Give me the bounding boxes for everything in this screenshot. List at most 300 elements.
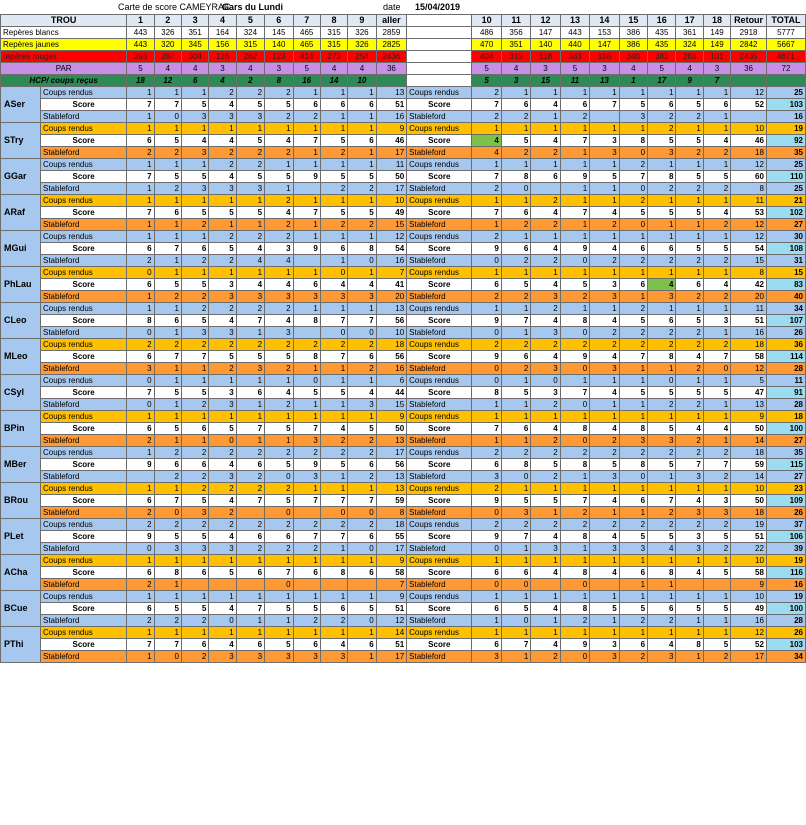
hole-value: 6 [154, 315, 181, 327]
hole-value: 1 [590, 375, 619, 387]
hole-value: 1 [320, 471, 347, 483]
hole-value: 1 [590, 399, 619, 411]
hole-value: 2 [320, 147, 347, 159]
retour-value: 50 [731, 495, 767, 507]
hole-value: 2 [293, 543, 320, 555]
hole-value: 0 [619, 183, 647, 195]
hole-value: 5 [181, 387, 208, 399]
hole-value: 5 [676, 603, 703, 615]
hole-value: 1 [236, 267, 264, 279]
hole-value: 6 [127, 423, 154, 435]
hole-value: 2 [472, 483, 501, 495]
hole-value: 1 [676, 231, 703, 243]
hole-value: 7 [127, 387, 154, 399]
row-label: Coups rendus [40, 375, 126, 387]
player-name: ASer [1, 87, 41, 123]
hole-value: 2 [293, 519, 320, 531]
hole-value: 2 [236, 75, 264, 87]
hole-value: 443 [127, 27, 154, 39]
hole-value: 0 [560, 651, 589, 663]
hole-value: 2 [181, 483, 208, 495]
player-stab-row [1, 255, 806, 267]
hole-value: 1 [531, 627, 560, 639]
hole-value: 1 [501, 411, 530, 423]
hole-value: 315 [501, 51, 530, 63]
total-value: 4871 [766, 51, 805, 63]
total-value: 115 [766, 459, 805, 471]
hole-value: 0 [472, 579, 501, 591]
hole-value: 1 [154, 219, 181, 231]
hole-value: 6 [348, 459, 376, 471]
hole-value: 1 [501, 375, 530, 387]
hole-value: 287 [154, 51, 181, 63]
hole-value: 1 [154, 231, 181, 243]
hole-value: 1 [320, 483, 347, 495]
hole-value: 1 [560, 627, 589, 639]
row-label: Score [407, 495, 472, 507]
hole-value: 1 [501, 591, 530, 603]
hole-value: 1 [236, 435, 264, 447]
total-value: 27 [766, 435, 805, 447]
hole-value: 2 [265, 219, 293, 231]
hole-value: 8 [648, 171, 676, 183]
hole-value: 1 [676, 195, 703, 207]
hole-value: 6 [648, 603, 676, 615]
hole-value: 5 [703, 171, 730, 183]
hole-value: 262 [236, 51, 264, 63]
hole-value: 1 [209, 375, 236, 387]
retour-value: 10 [731, 483, 767, 495]
hole-value: 3 [590, 639, 619, 651]
row-label: Coups rendus [407, 555, 472, 567]
hole-value: 1 [293, 363, 320, 375]
hole-value: 1 [293, 147, 320, 159]
hole-value: 3 [531, 63, 560, 75]
hole-value: 0 [472, 363, 501, 375]
hole-value: 149 [703, 39, 730, 51]
hole-value: 1 [703, 483, 730, 495]
total-value: 25 [766, 159, 805, 171]
hole-value: 3 [293, 435, 320, 447]
hole-value: 3 [619, 435, 647, 447]
row-label: Stableford [407, 435, 472, 447]
hole-value: 2 [181, 447, 208, 459]
hole-value: 0 [501, 615, 530, 627]
aller-value: 58 [376, 567, 407, 579]
player-name: STry [1, 123, 41, 159]
hole-value: 4 [472, 135, 501, 147]
hole-value: 1 [472, 615, 501, 627]
hole-value: 1 [154, 483, 181, 495]
hole-value: 5 [619, 315, 647, 327]
hole-value: 2 [703, 651, 730, 663]
hole-value: 3 [501, 507, 530, 519]
total-value: 40 [766, 291, 805, 303]
hole-value [127, 471, 154, 483]
hole-value: 2 [648, 447, 676, 459]
hole-value: 1 [619, 411, 647, 423]
hole-value [181, 579, 208, 591]
hole-number: 6 [265, 15, 293, 27]
hole-value: 2 [501, 147, 530, 159]
row-label: Coups rendus [40, 267, 126, 279]
hole-value: 1 [154, 159, 181, 171]
hole-value: 6 [320, 243, 347, 255]
hole-value: 5 [181, 99, 208, 111]
hole-value: 2 [265, 303, 293, 315]
total-value: 100 [766, 603, 805, 615]
total-value: 103 [766, 99, 805, 111]
hole-value: 1 [320, 555, 347, 567]
total-value: 5667 [766, 39, 805, 51]
hole-value: 6 [293, 567, 320, 579]
hole-value: 5 [703, 567, 730, 579]
hole-value: 1 [127, 291, 154, 303]
hole-value: 4 [209, 459, 236, 471]
hole-value: 2 [560, 339, 589, 351]
hole-value: 8 [560, 423, 589, 435]
hole-value: 1 [236, 219, 264, 231]
hole-value: 3 [209, 111, 236, 123]
hole-value: 4 [531, 531, 560, 543]
hole-value: 8 [293, 315, 320, 327]
hole-value: 147 [531, 27, 560, 39]
hole-value: 6 [181, 459, 208, 471]
hole-value: 9 [293, 171, 320, 183]
hole-value: 1 [154, 363, 181, 375]
hole-value: 1 [320, 411, 347, 423]
hole-value: 414 [293, 51, 320, 63]
hole-value: 2 [560, 111, 589, 123]
hole-value: 1 [619, 75, 647, 87]
hole-value: 5 [676, 243, 703, 255]
hole-value: 5 [265, 459, 293, 471]
hole-value: 0 [648, 375, 676, 387]
row-label: Coups rendus [407, 591, 472, 603]
hole-value: 0 [501, 183, 530, 195]
hole-value: 2 [590, 435, 619, 447]
hole-value: 6 [236, 531, 264, 543]
hole-value: 7 [154, 99, 181, 111]
aller-value: 51 [376, 99, 407, 111]
course-row [1, 27, 806, 39]
hole-value: 1 [590, 123, 619, 135]
row-label: Coups rendus [40, 447, 126, 459]
hole-value: 4 [265, 315, 293, 327]
hole-value: 1 [293, 219, 320, 231]
row-label: Stableford [40, 219, 126, 231]
hole-value: 1 [154, 435, 181, 447]
player-coups-row [1, 519, 806, 531]
hole-value: 5 [501, 135, 530, 147]
hole-number: 17 [676, 15, 703, 27]
aller-value: 36 [376, 63, 407, 75]
player-stab-row [1, 507, 806, 519]
hole-value: 3 [531, 543, 560, 555]
hole-value: 3 [265, 243, 293, 255]
retour-value: 16 [731, 615, 767, 627]
hole-value: 1 [703, 375, 730, 387]
hole-value: 5 [154, 423, 181, 435]
hole-value: 3 [181, 507, 208, 519]
aller-value: 50 [376, 171, 407, 183]
hole-value: 1 [590, 591, 619, 603]
hole-value [703, 579, 730, 591]
hole-value: 147 [590, 39, 619, 51]
row-label: Stableford [40, 183, 126, 195]
hole-value: 0 [154, 651, 181, 663]
player-score-row [1, 99, 806, 111]
player-name: ACha [1, 555, 41, 591]
hole-value: 2 [127, 615, 154, 627]
hole-value: 1 [560, 195, 589, 207]
hole-value: 0 [265, 579, 293, 591]
hole-value: 1 [348, 411, 376, 423]
hole-value: 2 [320, 447, 347, 459]
hole-value: 2 [676, 399, 703, 411]
row-label: Score [40, 531, 126, 543]
row-label: Score [40, 495, 126, 507]
aller-label: aller [376, 15, 407, 27]
hole-value: 2 [531, 435, 560, 447]
hole-value: 2 [181, 519, 208, 531]
hole-value: 0 [619, 147, 647, 159]
hole-value: 1 [619, 399, 647, 411]
row-label: Score [407, 135, 472, 147]
hole-value: 5 [127, 63, 154, 75]
hole-value: 3 [531, 291, 560, 303]
hole-value: 9 [472, 243, 501, 255]
row-label: Stableford [40, 579, 126, 591]
hole-value: 1 [560, 471, 589, 483]
hole-number: 14 [590, 15, 619, 27]
row-label: Coups rendus [407, 339, 472, 351]
aller-value: 16 [376, 255, 407, 267]
total-value: 91 [766, 387, 805, 399]
aller-value: 18 [376, 519, 407, 531]
row-label: Stableford [40, 291, 126, 303]
aller-value: 10 [376, 327, 407, 339]
hole-value: 1 [181, 627, 208, 639]
hole-value: 1 [531, 123, 560, 135]
hole-value: 3 [236, 183, 264, 195]
hole-value: 5 [472, 75, 501, 87]
hole-value: 1 [236, 375, 264, 387]
hole-value: 2 [531, 219, 560, 231]
hole-value: 1 [320, 303, 347, 315]
row-label: Coups rendus [40, 411, 126, 423]
hole-value: 6 [501, 351, 530, 363]
hole-value: 1 [560, 375, 589, 387]
hole-value: 9 [472, 531, 501, 543]
hole-value: 0 [265, 507, 293, 519]
hole-value: 8 [648, 351, 676, 363]
retour-value: 12 [731, 219, 767, 231]
hole-value: 1 [293, 303, 320, 315]
hole-value: 5 [236, 171, 264, 183]
hole-value: 8 [501, 171, 530, 183]
player-score-row [1, 531, 806, 543]
hole-value: 6 [619, 243, 647, 255]
hole-value: 6 [127, 135, 154, 147]
hole-value: 5 [472, 63, 501, 75]
aller-value: 41 [376, 279, 407, 291]
hole-value: 6 [320, 603, 347, 615]
hole-value: 1 [501, 195, 530, 207]
hole-value: 5 [676, 135, 703, 147]
hole-value: 2 [181, 651, 208, 663]
hole-value: 2 [154, 471, 181, 483]
hole-value: 5 [154, 279, 181, 291]
hole-value: 1 [648, 195, 676, 207]
retour-value: 50 [731, 423, 767, 435]
hole-value: 2 [676, 147, 703, 159]
total-value: 114 [766, 351, 805, 363]
hole-value: 4 [676, 495, 703, 507]
separator [407, 39, 472, 51]
hole-value: 11 [560, 75, 589, 87]
row-label: Coups rendus [40, 87, 126, 99]
player-score-row [1, 207, 806, 219]
row-label: Score [407, 387, 472, 399]
separator [407, 15, 472, 27]
row-label: Stableford [40, 471, 126, 483]
row-label: Coups rendus [40, 519, 126, 531]
hole-value: 1 [501, 231, 530, 243]
row-label: Stableford [407, 255, 472, 267]
hole-value: 4 [531, 603, 560, 615]
hole-value: 3 [209, 63, 236, 75]
hole-value: 2 [348, 363, 376, 375]
hole-value: 6 [236, 567, 264, 579]
hole-value: 6 [127, 243, 154, 255]
hole-value: 2 [154, 615, 181, 627]
hole-value: 6 [472, 459, 501, 471]
total-value: 16 [766, 111, 805, 123]
row-label: Score [40, 423, 126, 435]
hole-value: 156 [209, 39, 236, 51]
row-label: Coups rendus [407, 267, 472, 279]
hole-value: 3 [531, 387, 560, 399]
hole-value: 3 [590, 63, 619, 75]
aller-value: 50 [376, 423, 407, 435]
hole-value: 12 [154, 75, 181, 87]
player-name: MLeo [1, 339, 41, 375]
hole-value: 6 [181, 639, 208, 651]
hole-value: 9 [560, 639, 589, 651]
hole-value: 3 [209, 183, 236, 195]
hole-value: 3 [676, 543, 703, 555]
hole-value: 2 [501, 219, 530, 231]
aller-value: 11 [376, 159, 407, 171]
hole-value: 4 [590, 207, 619, 219]
hole-value: 1 [320, 363, 347, 375]
hole-value: 7 [154, 639, 181, 651]
hole-value: 254 [348, 51, 376, 63]
hole-value: 9 [127, 531, 154, 543]
hole-value: 2 [181, 339, 208, 351]
hole-value: 1 [293, 231, 320, 243]
hole-value: 2 [293, 111, 320, 123]
row-label: Score [407, 639, 472, 651]
hole-value: 1 [236, 555, 264, 567]
hole-value: 2 [265, 231, 293, 243]
hole-value: 1 [501, 627, 530, 639]
hole-value: 2 [648, 519, 676, 531]
hole-value: 3 [209, 387, 236, 399]
hole-value: 7 [293, 207, 320, 219]
hole-value: 1 [501, 123, 530, 135]
hole-value: 2 [703, 447, 730, 459]
hole-value: 1 [181, 195, 208, 207]
hole-value: 5 [265, 603, 293, 615]
player-score-row [1, 459, 806, 471]
hole-value: 3 [181, 111, 208, 123]
hole-value: 3 [648, 291, 676, 303]
hole-value: 7 [472, 423, 501, 435]
hole-value: 5 [265, 423, 293, 435]
total-value: 27 [766, 219, 805, 231]
hole-value: 1 [590, 555, 619, 567]
hole-value: 1 [590, 615, 619, 627]
hole-value: 7 [181, 351, 208, 363]
hole-number: 10 [472, 15, 501, 27]
total-value: 83 [766, 279, 805, 291]
hole-value: 5 [181, 603, 208, 615]
hole-value: 1 [154, 327, 181, 339]
hole-value: 7 [236, 315, 264, 327]
hole-value: 5 [348, 603, 376, 615]
hole-header-row [1, 15, 806, 27]
hole-value: 4 [236, 63, 264, 75]
hole-value [293, 579, 320, 591]
hole-value: 5 [501, 279, 530, 291]
row-label: Stableford [407, 291, 472, 303]
player-score-row [1, 567, 806, 579]
hole-value: 9 [472, 315, 501, 327]
hole-value: 1 [648, 591, 676, 603]
total-value: 36 [766, 339, 805, 351]
retour-value: 12 [731, 231, 767, 243]
hole-value: 2 [209, 255, 236, 267]
hole-value: 7 [501, 531, 530, 543]
hole-value: 0 [560, 363, 589, 375]
hole-value: 6 [293, 639, 320, 651]
hole-value: 1 [209, 555, 236, 567]
hole-value: 2 [293, 339, 320, 351]
hole-value: 4 [501, 63, 530, 75]
row-label: Stableford [407, 543, 472, 555]
hole-value: 6 [348, 351, 376, 363]
player-name: CSyl [1, 375, 41, 411]
hole-value: 0 [127, 399, 154, 411]
hole-value: 8 [320, 567, 347, 579]
hole-value: 9 [560, 243, 589, 255]
hole-value: 1 [531, 411, 560, 423]
hole-value: 0 [209, 435, 236, 447]
hole-value: 1 [236, 591, 264, 603]
total-value: 109 [766, 495, 805, 507]
hole-value: 0 [560, 399, 589, 411]
hole-value: 1 [472, 435, 501, 447]
hole-value: 0 [531, 375, 560, 387]
total-value: 108 [766, 243, 805, 255]
hole-value: 4 [209, 75, 236, 87]
retour-value: 58 [731, 351, 767, 363]
hole-value: 404 [472, 51, 501, 63]
player-coups-row [1, 411, 806, 423]
hole-value: 1 [127, 159, 154, 171]
